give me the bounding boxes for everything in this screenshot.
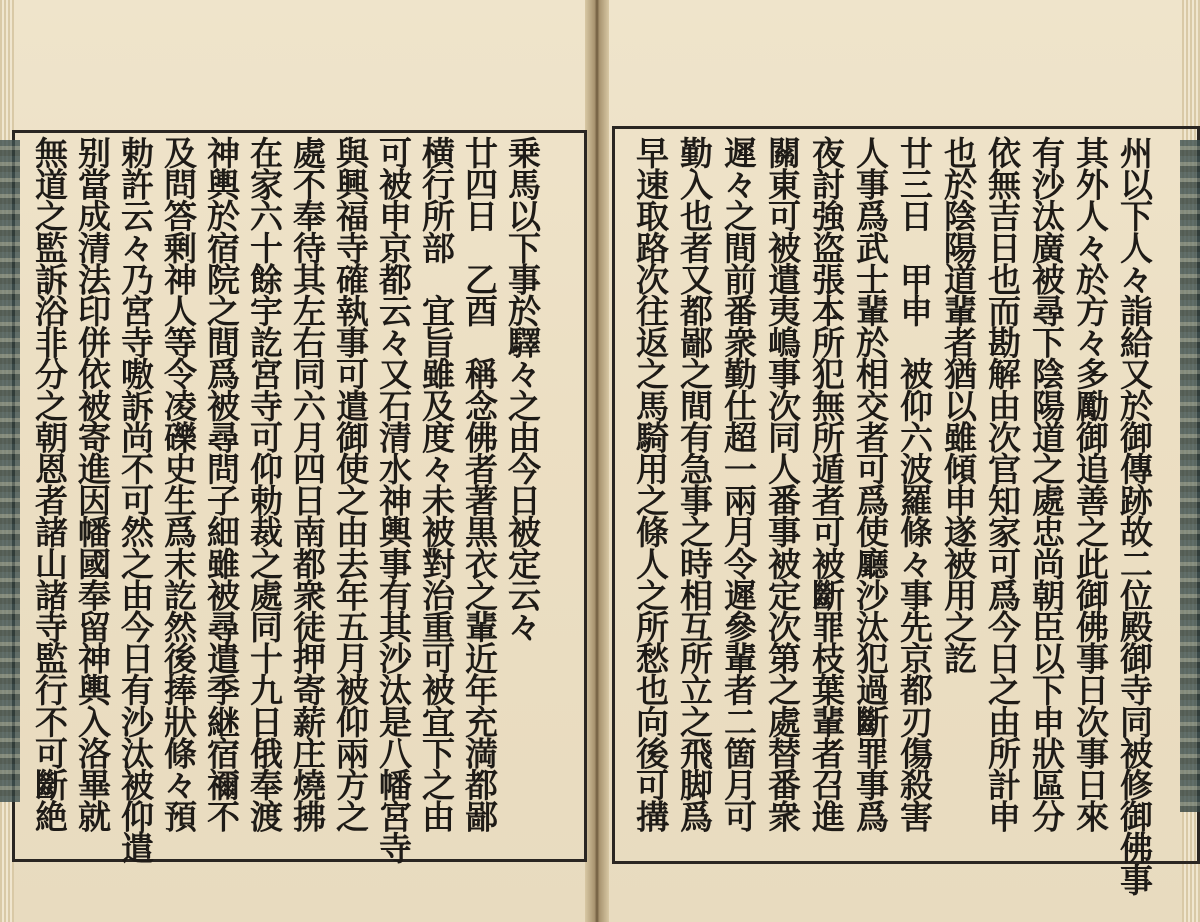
text-column: 及問答剰神人等令凌礫史生爲末訖然後捧狀條々預: [159, 136, 198, 832]
text-column: 别當成清法印併依被寄進因幡國奉留神輿入洛畢就: [73, 136, 112, 832]
text-column: 夜討強盗張本所犯無所遁者可被斷罪枝葉輩者召進: [807, 136, 846, 832]
text-column: 其外人々於方々多勵御追善之此御佛事日次事日來: [1071, 136, 1110, 832]
text-column: 有沙汰廣被尋下陰陽道之處忠尚朝臣以下申狀區分: [1027, 136, 1066, 832]
text-column: 在家六十餘宇訖宮寺可仰勅裁之處同十九日俄奉渡: [245, 136, 284, 832]
text-column: 依無吉日也而勘解由次官知家可爲今日之由所計申: [983, 136, 1022, 832]
text-column: 廿三日 甲申 被仰六波羅條々事先京都刃傷殺害: [895, 136, 934, 832]
text-column: 州以下人々詣給又於御傳跡故二位殿御寺同被修御佛事: [1115, 136, 1154, 895]
text-column: 勤入也者又都鄙之間有急事之時相互所立之飛脚爲: [675, 136, 714, 832]
text-column: 神輿於宿院之間爲被尋問子細雖被尋遣季継宿禰不: [202, 136, 241, 832]
text-column: 無道之監訴浴非分之朝恩者諸山諸寺監行不可斷絶: [30, 136, 69, 832]
text-column: 處不奉待其左右同六月四日南都衆徒押寄薪庄燒拂: [288, 136, 327, 832]
text-column: 早速取路次往返之馬騎用之條人之所愁也向後可搆: [631, 136, 670, 832]
right-margin-band: [1180, 140, 1200, 812]
text-column: 也於陰陽道輩者猶以雖傾申遂被用之訖: [939, 136, 978, 674]
text-column: 人事爲武士輩於相交者可爲使廳沙汰犯過斷罪事爲: [851, 136, 890, 832]
text-column: 關東可被遣夷嶋事次同人番事被定次第之處替番衆: [763, 136, 802, 832]
left-margin-band: [0, 140, 20, 802]
text-column: 乗馬以下事於驛々之由今日被定云々: [503, 136, 542, 642]
book-gutter: [585, 0, 609, 922]
text-column: 勅許云々乃宮寺嗷訴尚不可然之由今日有沙汰被仰遣: [116, 136, 155, 863]
text-column: 遲々之間前番衆勤仕超一兩月令遲參輩者二箇月可: [719, 136, 758, 832]
text-column: 與興福寺確執事可遣御使之由去年五月被仰兩方之: [331, 136, 370, 832]
text-column: 廿四日 乙酉 稱念佛者著黒衣之輩近年充満都鄙: [460, 136, 499, 832]
text-column: 可被申京都云々又石清水神輿事有其沙汰是八幡宮寺: [374, 136, 413, 863]
text-column: 横行所部 宜旨雖及度々未被對治重可被宜下之由: [417, 136, 456, 832]
